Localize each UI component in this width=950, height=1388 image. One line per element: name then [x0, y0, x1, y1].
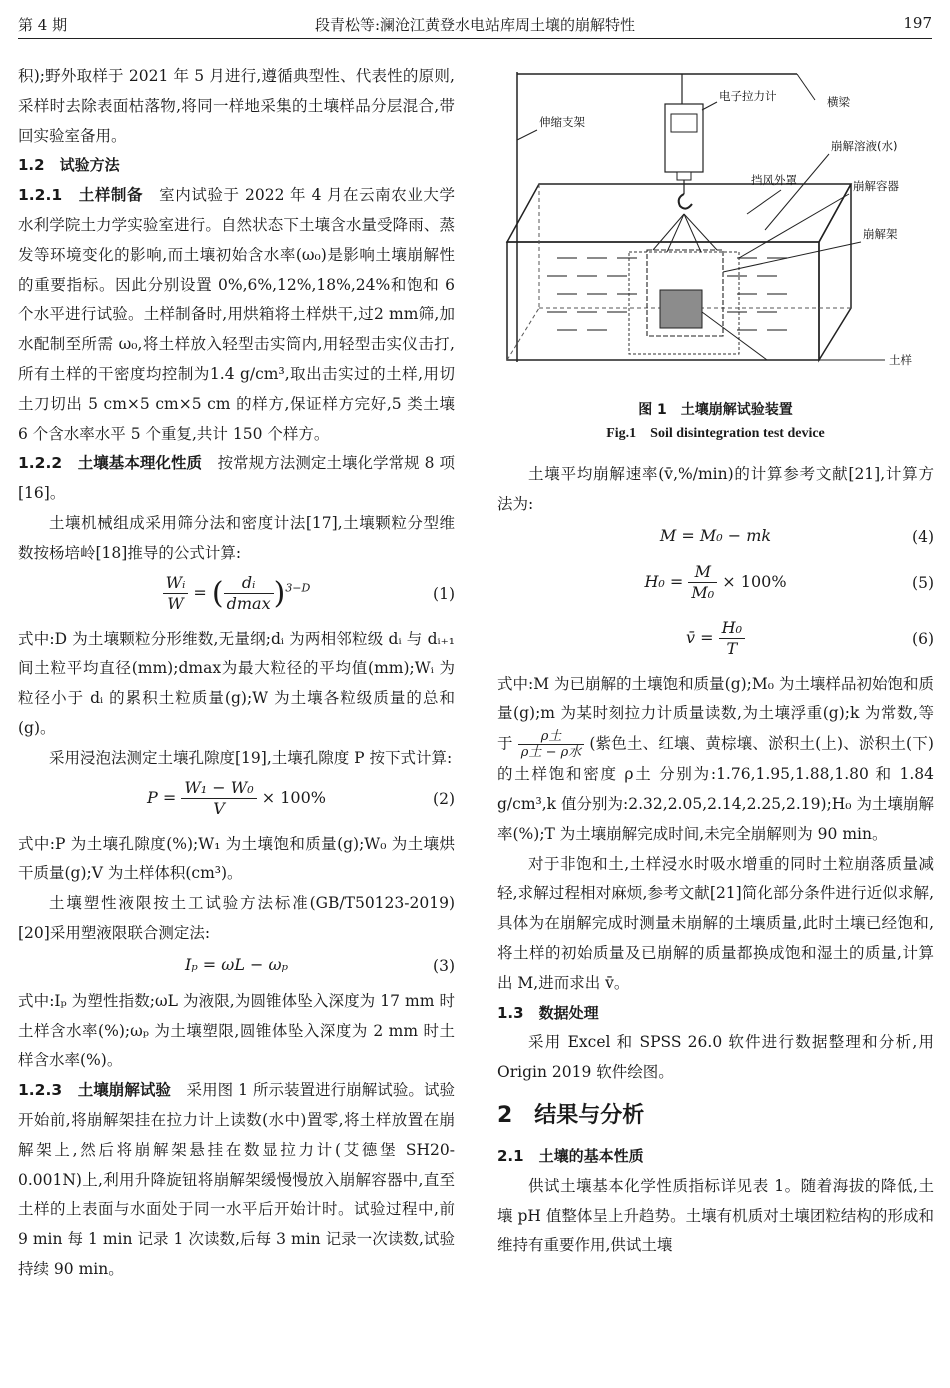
equation-4: M = M₀ − mk (4) — [659, 525, 934, 546]
label-soil: 土样 — [889, 353, 912, 367]
eq5-fraction: $\frac{M}{\text{M₀}}$ — [688, 562, 717, 603]
label-windshield: 挡风外罩 — [751, 173, 797, 187]
eq1-lhs-fraction: $\frac{\text{Wᵢ}}{W}$ — [163, 573, 189, 614]
paragraph-1-2-3-body: 采用图 1 所示装置进行崩解试验。试验开始前,将崩解架挂在拉力计上读数(水中)置零,将土样放置在崩解架上,然后将崩解架悬挂在数显拉力计(艾德堡 SH20-0.001N)上,利用升降旋钮将崩解架缓慢慢放入崩解容器中,直至土样的上表面与水面处于同一水平后开始计时。试验过程中,前 9 min 每 1 min 记录 1 次读数,后每 3 min 记录一次读数,试验持续 90 min。 — [18, 1081, 455, 1278]
running-header — [18, 12, 932, 38]
tension-meter-display — [671, 114, 697, 132]
eq1-number: (1) — [433, 584, 455, 603]
windshield-top — [507, 184, 851, 242]
eq2-lhs: P = — [147, 787, 177, 807]
paragraph-1-2-2-body: 按常规方法测定土壤化学常规 8 项[16]。 — [18, 454, 455, 503]
paragraph-plastic-limit: 土壤塑性液限按土工试验方法标准(GB/T50123-2019)[20]采用塑液限联合测定法: — [18, 894, 455, 942]
paragraph-rate: 土壤平均崩解速率(v̄,%/min)的计算参考文献[21],计算方法为: — [497, 465, 934, 513]
paragraph-eq-definitions — [497, 670, 934, 850]
rack-wire-mid-right — [684, 214, 701, 252]
heading-2-1: 2.1 土壤的基本性质 — [497, 1146, 644, 1165]
rack-wire-right — [684, 214, 717, 250]
issue-number: 第 4 期 — [18, 16, 68, 34]
eq6-number: (6) — [912, 629, 934, 648]
eq5-tail: × 100% — [722, 571, 787, 591]
right-column — [497, 62, 934, 1261]
rack-wire-left — [653, 214, 684, 250]
paragraph-2-1: 供试土壤基本化学性质指标详见表 1。随着海拔的降低,土壤 pH 值整体呈上升趋势。土壤有机质对土壤团粒结构的形成和维持有重要作用,供试土壤 — [497, 1176, 934, 1255]
eq6-lhs: v̄ = — [686, 627, 714, 647]
equation-6 — [497, 614, 934, 670]
definitions-part-b: (紫色土、红壤、黄棕壤、淤积土(上)、淤积土(下)的土样饱和密度 ρ土 分别为:1.76,1.95,1.88,1.80 和 1.84 g/cm³,k 值分别为:2.32,2.05,2.14,2.25,2.19);H₀ 为土壤崩解率(%);T 为土壤崩解完成时间,未完全崩解则为 90 min。 — [497, 734, 934, 843]
tension-meter-base — [677, 172, 691, 180]
eq5-lhs: H₀ = — [644, 571, 684, 591]
paragraph-eq2-definitions: 式中:P 为土壤孔隙度(%);W₁ 为土壤饱和质量(g);W₀ 为土壤烘干质量(g);V 为土样体积(cm³)。 — [18, 834, 455, 883]
figure-caption-en: Fig.1 Soil disintegration test device — [606, 426, 825, 441]
eq2-number: (2) — [433, 789, 455, 808]
paragraph-porosity: 采用浸泡法测定土壤孔隙度[19],土壤孔隙度 P 按下式计算: — [49, 748, 453, 767]
windshield-side — [819, 184, 851, 360]
paragraph-eq1-definitions: 式中:D 为土壤颗粒分形维数,无量纲;dᵢ 为两相邻粒级 dᵢ 与 dᵢ₊₁ 间土粒平均直径(mm);dmax为最大粒径的平均值(mm);Wᵢ 为粒径小于 dᵢ 的累积土粒质量(g);W 为土壤各粒级质量的总和(g)。 — [18, 629, 455, 737]
paragraph-unsaturated: 对于非饱和土,土样浸水时吸水增重的同时土粒崩落质量减轻,求解过程相对麻烦,参考文献[21]简化部分条件进行近似求解,具体为在崩解完成时测量未崩解的土壤质量,此时土壤已经饱和,将土样的初始质量及已崩解的质量都换成饱和湿土的质量,计算出 M,进而求出 v̄。 — [497, 854, 934, 992]
paragraph-sampling: 积);野外取样于 2021 年 5 月进行,遵循典型性、代表性的原则,采样时去除表面枯落物,将同一样地采集的土壤样品分层混合,带回实验室备用。 — [18, 67, 455, 145]
equation-3: Iₚ = ωL − ωₚ (3) — [185, 954, 455, 975]
figure-1 — [497, 62, 934, 394]
eq2-fraction: $\frac{\text{W₁ − W₀}}{V}$ — [181, 778, 256, 819]
definitions-part-a: 式中:M 为已崩解的土壤饱和质量(g);M₀ 为土壤样品初始饱和质量(g);m 为某时刻拉力计质量读数,为土壤浮重(g);k 为常数,等于 — [497, 674, 934, 753]
left-column — [18, 62, 455, 1285]
hook-icon — [679, 194, 692, 209]
eq3-number: (3) — [433, 956, 455, 975]
equation-2 — [18, 774, 455, 830]
label-support: 伸缩支架 — [539, 115, 585, 129]
eq1-equals: = — [193, 582, 207, 602]
page-number: 197 — [903, 14, 932, 32]
paragraph-1-2-1-body: 室内试验于 2022 年 4 月在云南农业大学水利学院土力学实验室进行。自然状态下土壤含水量受降雨、蒸发等环境变化的影响,而土壤初始含水率(ω₀)是影响土壤崩解性的重要指标。因此分别设置 0%,6%,12%,18%,24%和饱和 6 个水平进行试验。土样制备时,用烘箱将土样烘干,过2 mm筛,加水配制至所需 ω₀,将土样放入轻型击实筒内,用轻型击实仪击打,所有土样的干密度均控制为1.4 g/cm³,取出击实过的土样,用切土刀切出 5 cm×5 cm×5 cm 的样方,保证样方完好,5 类土壤 6 个含水率水平 5 个重复,共计 150 个样方。 — [18, 186, 455, 443]
eq1-exponent: 3−D — [285, 581, 311, 595]
heading-1-2-1: 1.2.1 土样制备 — [18, 186, 144, 205]
hidden-edge-diagonal — [507, 308, 539, 360]
k-fraction: $\frac{\text{ρ土}}{\text{ρ土 − ρ水}}$ — [518, 729, 584, 760]
paragraph-1-3: 采用 Excel 和 SPSS 26.0 软件进行数据整理和分析,用 Origin 2019 软件绘图。 — [497, 1033, 934, 1082]
eq1-rhs-fraction: $\frac{\text{dᵢ}}{dmax}$ — [224, 573, 274, 614]
heading-2: 2 结果与分析 — [497, 1102, 645, 1128]
paragraph-1-2-2 — [18, 449, 455, 509]
paragraph-mechanical: 土壤机械组成采用筛分法和密度计法[17],土壤颗粒分型维数按杨培岭[18]推导的公式计算: — [18, 513, 455, 562]
paragraph-1-2-1 — [18, 181, 455, 449]
figure-caption-cn: 图 1 土壤崩解试验装置 — [638, 402, 793, 418]
eq2-tail: × 100% — [261, 787, 326, 807]
label-tension-meter: 电子拉力计 — [719, 89, 777, 103]
paragraph-1-2-3 — [18, 1076, 455, 1285]
running-title: 段青松等:澜沧江黄登水电站库周土壤的崩解特性 — [314, 16, 636, 34]
eq5-number: (5) — [912, 573, 934, 592]
paragraph-eq3-definitions: 式中:Iₚ 为塑性指数;ωL 为液限,为圆锥体坠入深度为 17 mm 时土样含水率(%);ωₚ 为土壤塑限,圆锥体坠入深度为 2 mm 时土样含水率(%)。 — [18, 991, 455, 1070]
eq4-number: (4) — [912, 527, 934, 546]
equation-1: $\frac{\text{Wᵢ}}{W}$ = ( $\frac{\text{dᵢ}}{dmax}$ )$^{3-D}$ (1) — [18, 569, 455, 625]
equation-5 — [497, 558, 934, 614]
heading-1-3: 1.3 数据处理 — [497, 1003, 599, 1022]
heading-1-2-3: 1.2.3 土壤崩解试验 — [18, 1081, 171, 1100]
heading-1-2: 1.2 试验方法 — [18, 156, 120, 175]
rack-wire-mid-left — [667, 214, 684, 252]
apparatus-diagram — [497, 62, 934, 394]
eq6-fraction: $\frac{\text{H₀}}{T}$ — [719, 618, 745, 659]
header-rule — [18, 38, 932, 39]
label-beam: 横梁 — [827, 95, 850, 109]
label-rack: 崩解架 — [863, 227, 898, 241]
label-solution: 崩解溶液(水) — [831, 139, 898, 153]
soil-sample — [660, 290, 702, 328]
heading-1-2-2: 1.2.2 土壤基本理化性质 — [18, 454, 203, 473]
label-container: 崩解容器 — [853, 179, 899, 193]
